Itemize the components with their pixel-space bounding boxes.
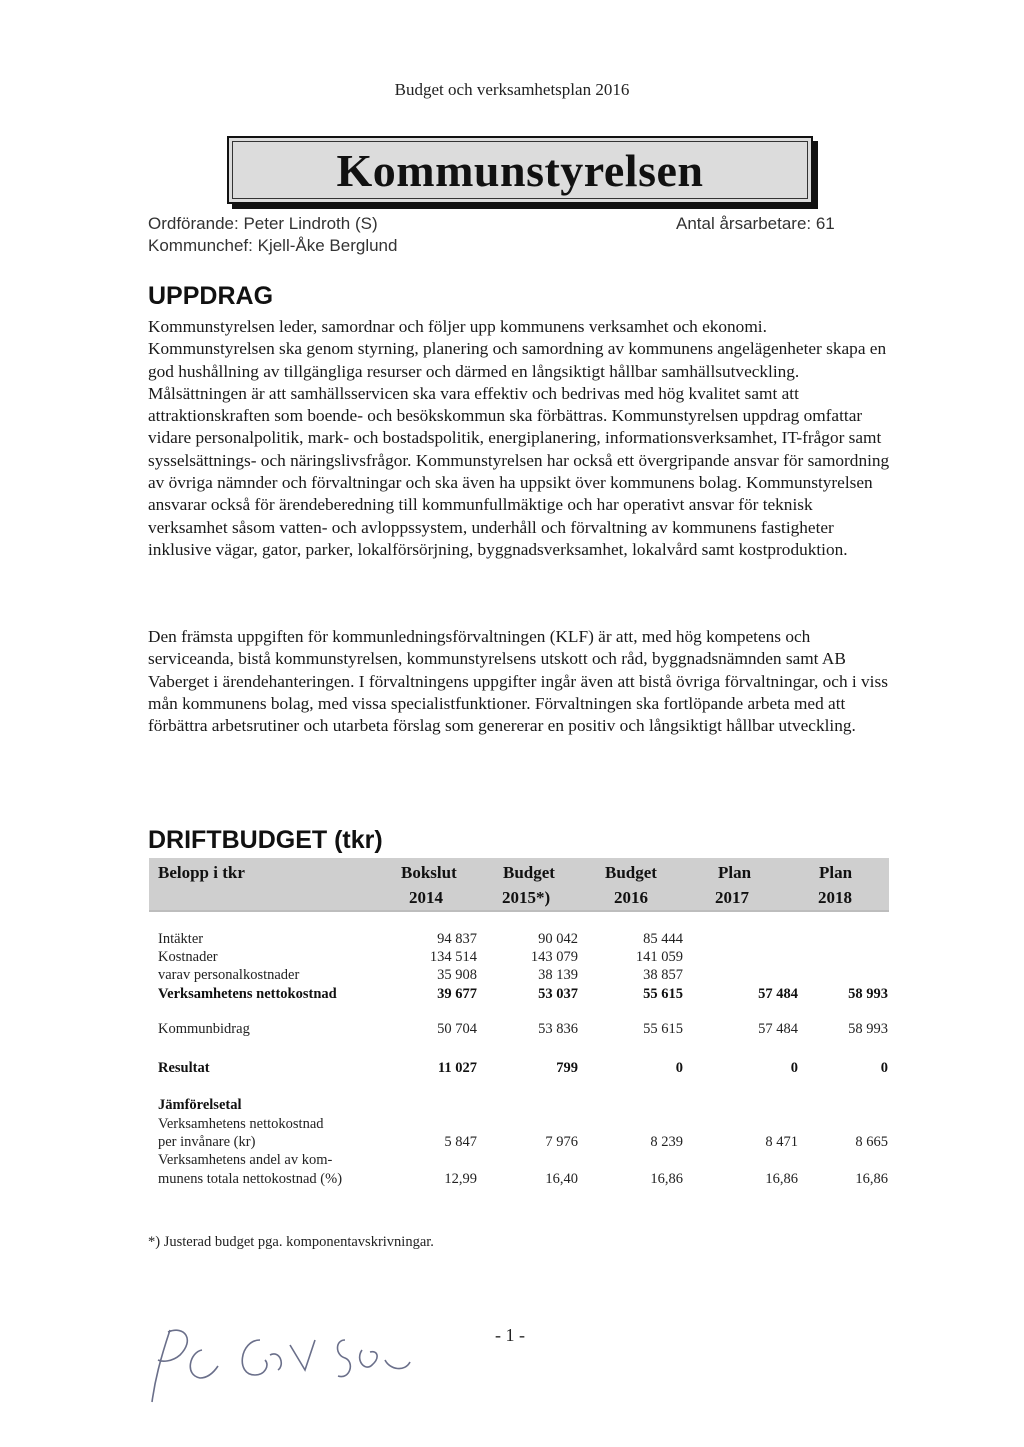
row-label: Jämförelsetal bbox=[158, 1097, 242, 1113]
cell-2016: 141 059 bbox=[635, 949, 683, 965]
cell-2018: 16,86 bbox=[855, 1171, 888, 1187]
chair-line: Ordförande: Peter Lindroth (S) bbox=[148, 214, 378, 233]
title-box bbox=[227, 136, 813, 204]
handwritten-initials-signature bbox=[140, 1310, 430, 1410]
row-label: Resultat bbox=[158, 1060, 210, 1076]
table-row bbox=[158, 1097, 888, 1115]
cell-2018: 58 993 bbox=[848, 1021, 888, 1037]
table-row bbox=[158, 931, 888, 949]
cell-2015: 143 079 bbox=[530, 949, 578, 965]
staff-count: Antal årsarbetare: 61 bbox=[676, 214, 835, 233]
uppdrag-paragraph-1 bbox=[148, 316, 893, 561]
table-row bbox=[158, 967, 888, 985]
table-header bbox=[149, 858, 889, 912]
column-header-budget-2015-year: 2015*) bbox=[502, 888, 551, 907]
cell-2014: 12,99 bbox=[444, 1171, 477, 1187]
column-header-budget-2016-year: 2016 bbox=[614, 888, 648, 907]
column-header-plan-2017-year: 2017 bbox=[715, 888, 749, 907]
table-row bbox=[158, 1060, 888, 1078]
column-header-plan-2018: Plan bbox=[819, 863, 853, 882]
document-header: Budget och verksamhetsplan 2016 bbox=[394, 80, 630, 99]
table-row bbox=[158, 1021, 888, 1039]
cell-2016: 55 615 bbox=[643, 986, 683, 1002]
cell-2014: 11 027 bbox=[437, 1060, 477, 1076]
row-label: Verksamhetens nettokostnad bbox=[158, 1116, 324, 1132]
paragraph-text: Kommunstyrelsen leder, samordnar och följer upp kommunens verksamhet och ekonomi. Kommunstyrelsen ska genom styrning, planering och samordning av kommunens angelägenheter skapa en god hushållning av tillgängliga resurser och därmed en långsiktigt hållbar samhällsutveckling. Målsättningen är att samhällsservicen ska vara effektiv och bedrivas med hög kvalitet samt att attraktionskraften som boende- och besökskommun ska förbättras. Kommunstyrelsen uppdrag omfattar vidare personalpolitik, mark- och bostadspolitik, energiplanering, informationsverksamhet, IT-frågor samt sysselsättnings- och näringslivsfrågor. Kommunstyrelsen har också ett övergripande ansvar för samordning av övriga nämnder och förvaltningar och ska även ha uppsikt över kommunens bolag. Kommunstyrelsen ansvarar också för ärendeberedning till kommunfullmäktige och har operativt ansvar för teknisk verksamhet såsom vatten- och avloppssystem, underhåll och förvaltning av kommunens fastigheter inklusive vägar, gator, parker, lokalförsörjning, byggnadsverksamhet, lokalvård samt kostproduktion. bbox=[148, 317, 890, 559]
cell-2017: 57 484 bbox=[758, 1021, 798, 1037]
table-row bbox=[158, 986, 888, 1004]
cell-2016: 16,86 bbox=[650, 1171, 683, 1187]
page-title: Kommunstyrelsen bbox=[336, 144, 704, 196]
title-box-inner bbox=[232, 141, 808, 199]
cell-2014: 134 514 bbox=[429, 949, 477, 965]
cell-2018: 58 993 bbox=[848, 986, 888, 1002]
table-row bbox=[158, 1134, 888, 1152]
row-label: Kommunbidrag bbox=[158, 1021, 250, 1037]
manager-line: Kommunchef: Kjell-Åke Berglund bbox=[148, 236, 398, 255]
row-label: Verksamhetens andel av kom- bbox=[158, 1152, 333, 1168]
cell-2014: 39 677 bbox=[437, 986, 477, 1002]
row-label: Kostnader bbox=[158, 949, 218, 965]
cell-2016: 55 615 bbox=[643, 1021, 683, 1037]
cell-2015: 38 139 bbox=[538, 967, 578, 983]
row-label: Verksamhetens nettokostnad bbox=[158, 986, 337, 1002]
cell-2015: 90 042 bbox=[538, 931, 578, 947]
column-header-budget-2016: Budget bbox=[605, 863, 657, 882]
cell-2015: 53 836 bbox=[538, 1021, 578, 1037]
cell-2018: 8 665 bbox=[855, 1134, 888, 1150]
cell-2015: 16,40 bbox=[545, 1171, 578, 1187]
paragraph-text: Den främsta uppgiften för kommunledningsförvaltningen (KLF) är att, med hög kompetens och serviceanda, bistå kommunstyrelsen, kommunstyrelsens utskott och råd, byggnadsnämnden samt AB Vaberget i ärendehanteringen. I förvaltningens uppgifter ingår även att bistå övriga förvaltningar, och i viss mån kommunens bolag, med vissa specialistfunktioner. Förvaltningen ska fortlöpande arbeta med att förbättra arbetsrutiner och utarbeta förslag som genererar en positiv och långsiktigt hållbar utveckling. bbox=[148, 627, 888, 736]
cell-2014: 50 704 bbox=[437, 1021, 477, 1037]
cell-2017: 16,86 bbox=[765, 1171, 798, 1187]
cell-2016: 38 857 bbox=[643, 967, 683, 983]
cell-2015: 7 976 bbox=[545, 1134, 578, 1150]
row-label: varav personalkostnader bbox=[158, 967, 300, 983]
row-label: munens totala nettokostnad (%) bbox=[158, 1171, 343, 1187]
cell-2016: 0 bbox=[675, 1060, 683, 1076]
cell-2015: 53 037 bbox=[538, 986, 578, 1002]
cell-2014: 35 908 bbox=[437, 967, 477, 983]
table-row bbox=[158, 949, 888, 967]
row-label: Intäkter bbox=[158, 931, 204, 947]
column-header-belopp: Belopp i tkr bbox=[158, 863, 245, 882]
column-header-bokslut: Bokslut bbox=[401, 863, 457, 882]
uppdrag-paragraph-2 bbox=[148, 626, 893, 737]
cell-2016: 85 444 bbox=[643, 931, 683, 947]
cell-2017: 57 484 bbox=[758, 986, 798, 1002]
cell-2016: 8 239 bbox=[650, 1134, 683, 1150]
column-header-plan-2018-year: 2018 bbox=[818, 888, 852, 907]
table-row bbox=[158, 1116, 888, 1134]
column-header-bokslut-year: 2014 bbox=[409, 888, 443, 907]
cell-2015: 799 bbox=[556, 1060, 578, 1076]
footnote: *) Justerad budget pga. komponentavskrivningar. bbox=[148, 1234, 434, 1250]
cell-2017: 0 bbox=[790, 1060, 798, 1076]
cell-2014: 94 837 bbox=[437, 931, 477, 947]
cell-2014: 5 847 bbox=[444, 1134, 477, 1150]
driftbudget-heading: DRIFTBUDGET (tkr) bbox=[148, 826, 383, 854]
cell-2017: 8 471 bbox=[765, 1134, 798, 1150]
table-row bbox=[158, 1171, 888, 1189]
column-header-plan-2017: Plan bbox=[718, 863, 752, 882]
row-label: per invånare (kr) bbox=[158, 1134, 256, 1150]
table-row bbox=[158, 1152, 888, 1170]
page-number: - 1 - bbox=[495, 1325, 525, 1345]
cell-2018: 0 bbox=[880, 1060, 888, 1076]
uppdrag-heading: UPPDRAG bbox=[148, 282, 274, 310]
column-header-budget-2015: Budget bbox=[503, 863, 555, 882]
